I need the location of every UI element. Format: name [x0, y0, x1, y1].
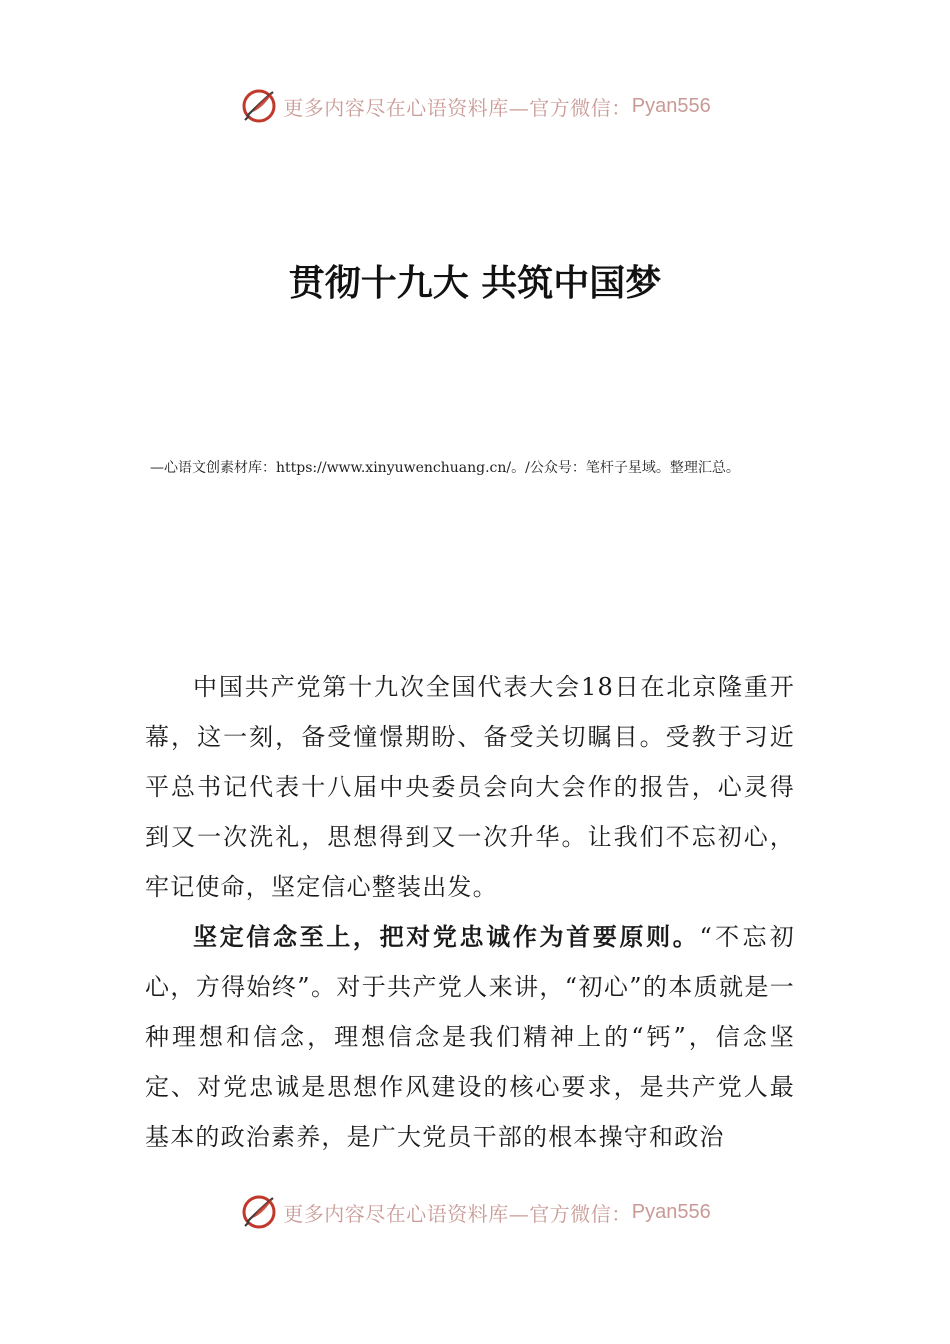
header-banner-text: 更多内容尽在心语资料库—官方微信：	[283, 95, 632, 120]
feather-pen-logo-icon	[239, 86, 279, 126]
header-banner	[0, 84, 950, 128]
paragraph-1-text: 中国共产党第十九次全国代表大会18日在北京隆重开幕，这一刻，备受憧憬期盼、备受关切瞩目。受教于习近平总书记代表十八届中央委员会向大会作的报告，心灵得到又一次洗礼，思想得到又一次升华。让我们不忘初心，牢记使命，坚定信心整装出发。	[145, 673, 795, 901]
paragraph-2-text: “不忘初心，方得始终”。对于共产党人来讲，“初心”的本质就是一种理想和信念，理想信念是我们精神上的“钙”，信念坚定、对党忠诚是思想作风建设的核心要求，是共产党人最基本的政治素养，是广大党员干部的根本操守和政治	[145, 923, 796, 1151]
document-title: 贯彻十九大 共筑中国梦	[288, 263, 662, 304]
footer-banner-text: 更多内容尽在心语资料库—官方微信：	[283, 1201, 632, 1226]
footer-banner	[0, 1190, 950, 1234]
paragraph-2-lead: 坚定信念至上，把对党忠诚作为首要原则。	[193, 923, 700, 951]
source-line: —心语文创素材库：https://www.xinyuwenchuang.cn/。/公众号：笔杆子星域。整理汇总。	[150, 460, 740, 476]
paragraph-2	[145, 912, 795, 1162]
footer-wechat-id: Pyan556	[631, 1200, 711, 1223]
feather-pen-logo-icon	[239, 1192, 279, 1232]
header-wechat-id: Pyan556	[631, 94, 711, 117]
paragraph-1	[145, 662, 795, 912]
document-body	[145, 662, 795, 1162]
